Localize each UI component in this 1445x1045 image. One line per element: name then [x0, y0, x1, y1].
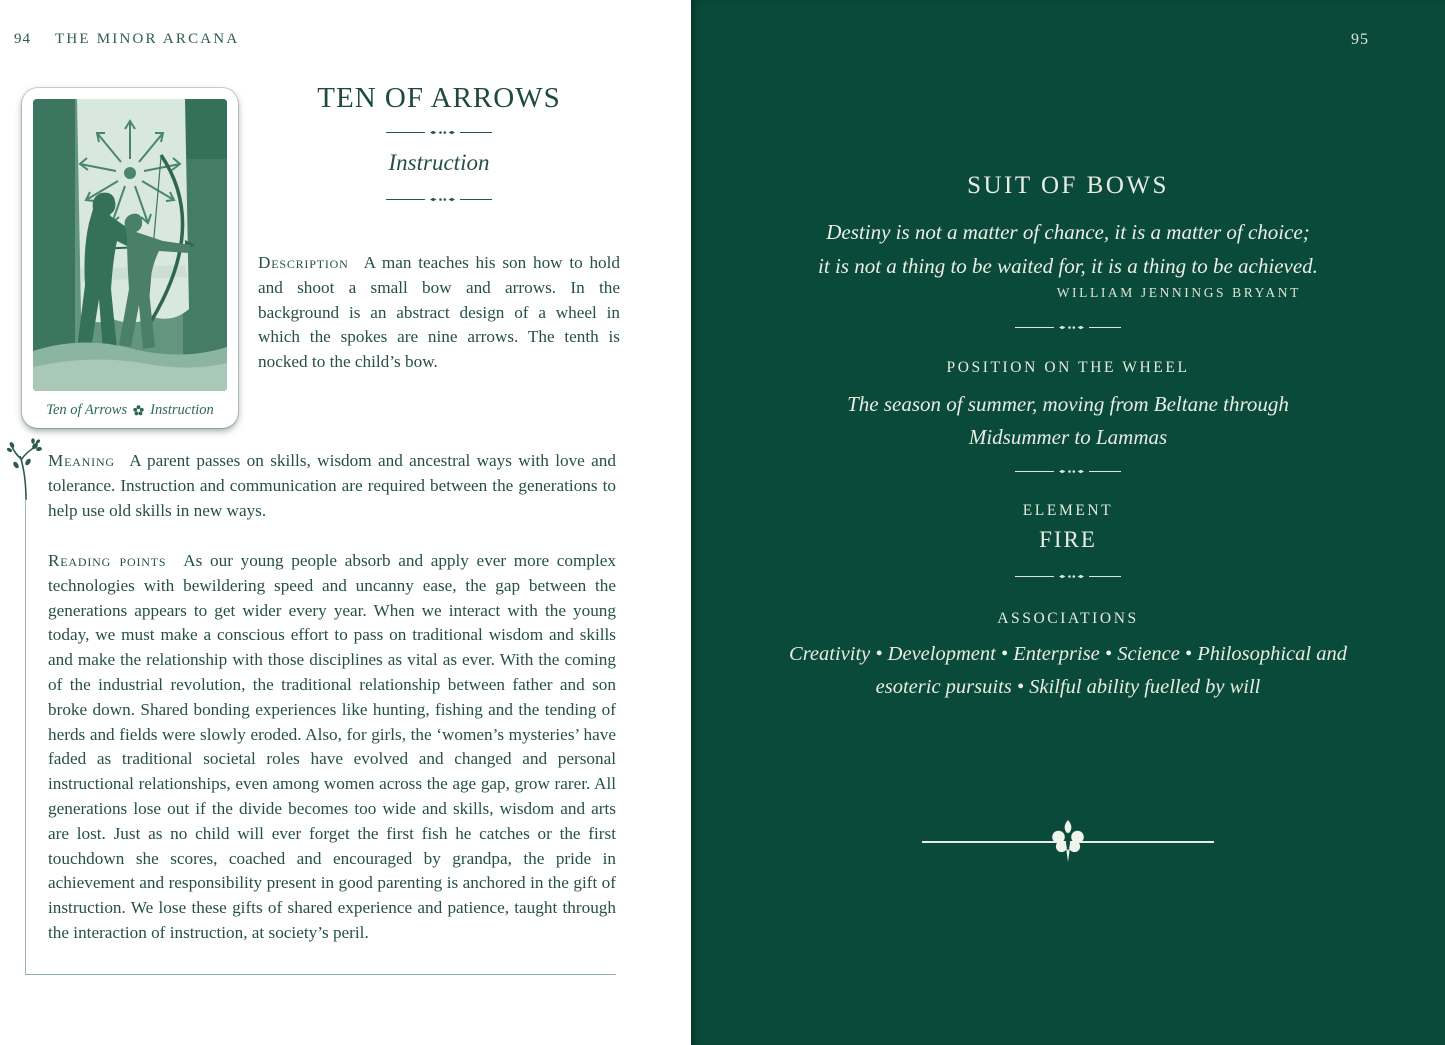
element-value: FIRE — [1039, 527, 1097, 552]
page-title: TEN OF ARROWS — [317, 82, 561, 114]
left-margin-rule — [25, 499, 26, 975]
card-caption-subtitle: Instruction — [150, 402, 214, 418]
left-page — [0, 0, 691, 1045]
description-paragraph — [258, 251, 620, 375]
footer-ornament — [691, 815, 1445, 867]
sprig-icon — [5, 436, 47, 507]
card-subtitle: Instruction — [388, 150, 490, 175]
running-header — [14, 31, 239, 48]
element-label: ELEMENT — [1022, 502, 1114, 519]
divider-ornament-icon — [691, 568, 1445, 586]
associations-text: Creativity • Development • Enterprise • Science • Philosophical and esoteric pursuits • Skilful ability fuelled by will — [789, 643, 1347, 698]
running-header-title: THE MINOR ARCANA — [55, 31, 240, 47]
right-page — [691, 0, 1445, 1045]
reading-points-paragraph — [48, 549, 616, 946]
divider-ornament-icon — [384, 191, 494, 209]
tarot-card — [22, 88, 238, 428]
associations-label: ASSOCIATIONS — [997, 610, 1139, 627]
card-art-svg — [33, 99, 227, 391]
reading-points-label: Reading points — [48, 551, 167, 570]
position-label: POSITION ON THE WHEEL — [946, 359, 1190, 376]
quote-line-2: it is not a thing to be waited for, it is a thing to be achieved. — [818, 254, 1318, 278]
card-caption — [22, 402, 238, 419]
epigraph-quote — [691, 215, 1445, 283]
meaning-label: Meaning — [48, 451, 115, 470]
quote-line-1: Destiny is not a matter of chance, it is a matter of choice; — [826, 220, 1310, 244]
meaning-paragraph — [48, 449, 616, 523]
tarot-card-illustration — [33, 99, 227, 391]
description-label: Description — [258, 253, 349, 272]
description-text: A man teaches his son how to hold and shoot a small bow and arrows. In the background is an abstract design of a wheel in which the spokes are nine arrows. The tenth is nocked to the child’s bow. — [258, 253, 620, 372]
card-title-block — [256, 82, 622, 209]
flower-separator-icon — [133, 405, 144, 416]
left-page-number: 94 — [14, 31, 31, 47]
right-page-number: 95 — [1351, 31, 1369, 48]
divider-ornament-icon — [384, 124, 494, 142]
fleur-icon — [1051, 819, 1085, 868]
suit-title: SUIT OF BOWS — [967, 172, 1169, 199]
meaning-text: A parent passes on skills, wisdom and ancestral ways with love and tolerance. Instruction and communication are required between the generations to help use old skills in new ways. — [48, 451, 616, 520]
card-caption-title: Ten of Arrows — [46, 402, 128, 418]
quote-attribution: WILLIAM JENNINGS BRYANT — [1056, 285, 1301, 300]
divider-ornament-icon — [691, 463, 1445, 481]
position-text: The season of summer, moving from Beltane through Midsummer to Lammas — [847, 392, 1289, 449]
divider-ornament-icon — [691, 319, 1445, 337]
bottom-rule — [25, 974, 616, 975]
reading-points-text: As our young people absorb and apply ever more complex technologies with bewildering speed and uncanny ease, the gap between the generations appears to get wider every year. When we interact with the young today, we must make a conscious effort to pass on traditional wisdom and skills and make the relationship with those disciplines as vital as ever. With the coming of the industrial revolution, the traditional relationship between father and son broke down. Shared bonding experiences like hunting, fishing and the tending of herds and fields were slowly eroded. Also, for girls, the ‘women’s mysteries’ have faded as traditional societal roles have evolved and changed and personal instructional relationships, even among women across the age gap, grow rarer. All generations lose out if the divide becomes too wide and skills, wisdom and arts are lost. Just as no child will ever forget the first fish he catches or the first touchdown she scores, coached and encouraged by grandpa, the pride in achievement and responsibility present in good parenting is anchored in the gift of instruction. We lose these gifts of shared experience and patience, taught through the interaction of instruction, at society’s peril. — [48, 551, 616, 942]
